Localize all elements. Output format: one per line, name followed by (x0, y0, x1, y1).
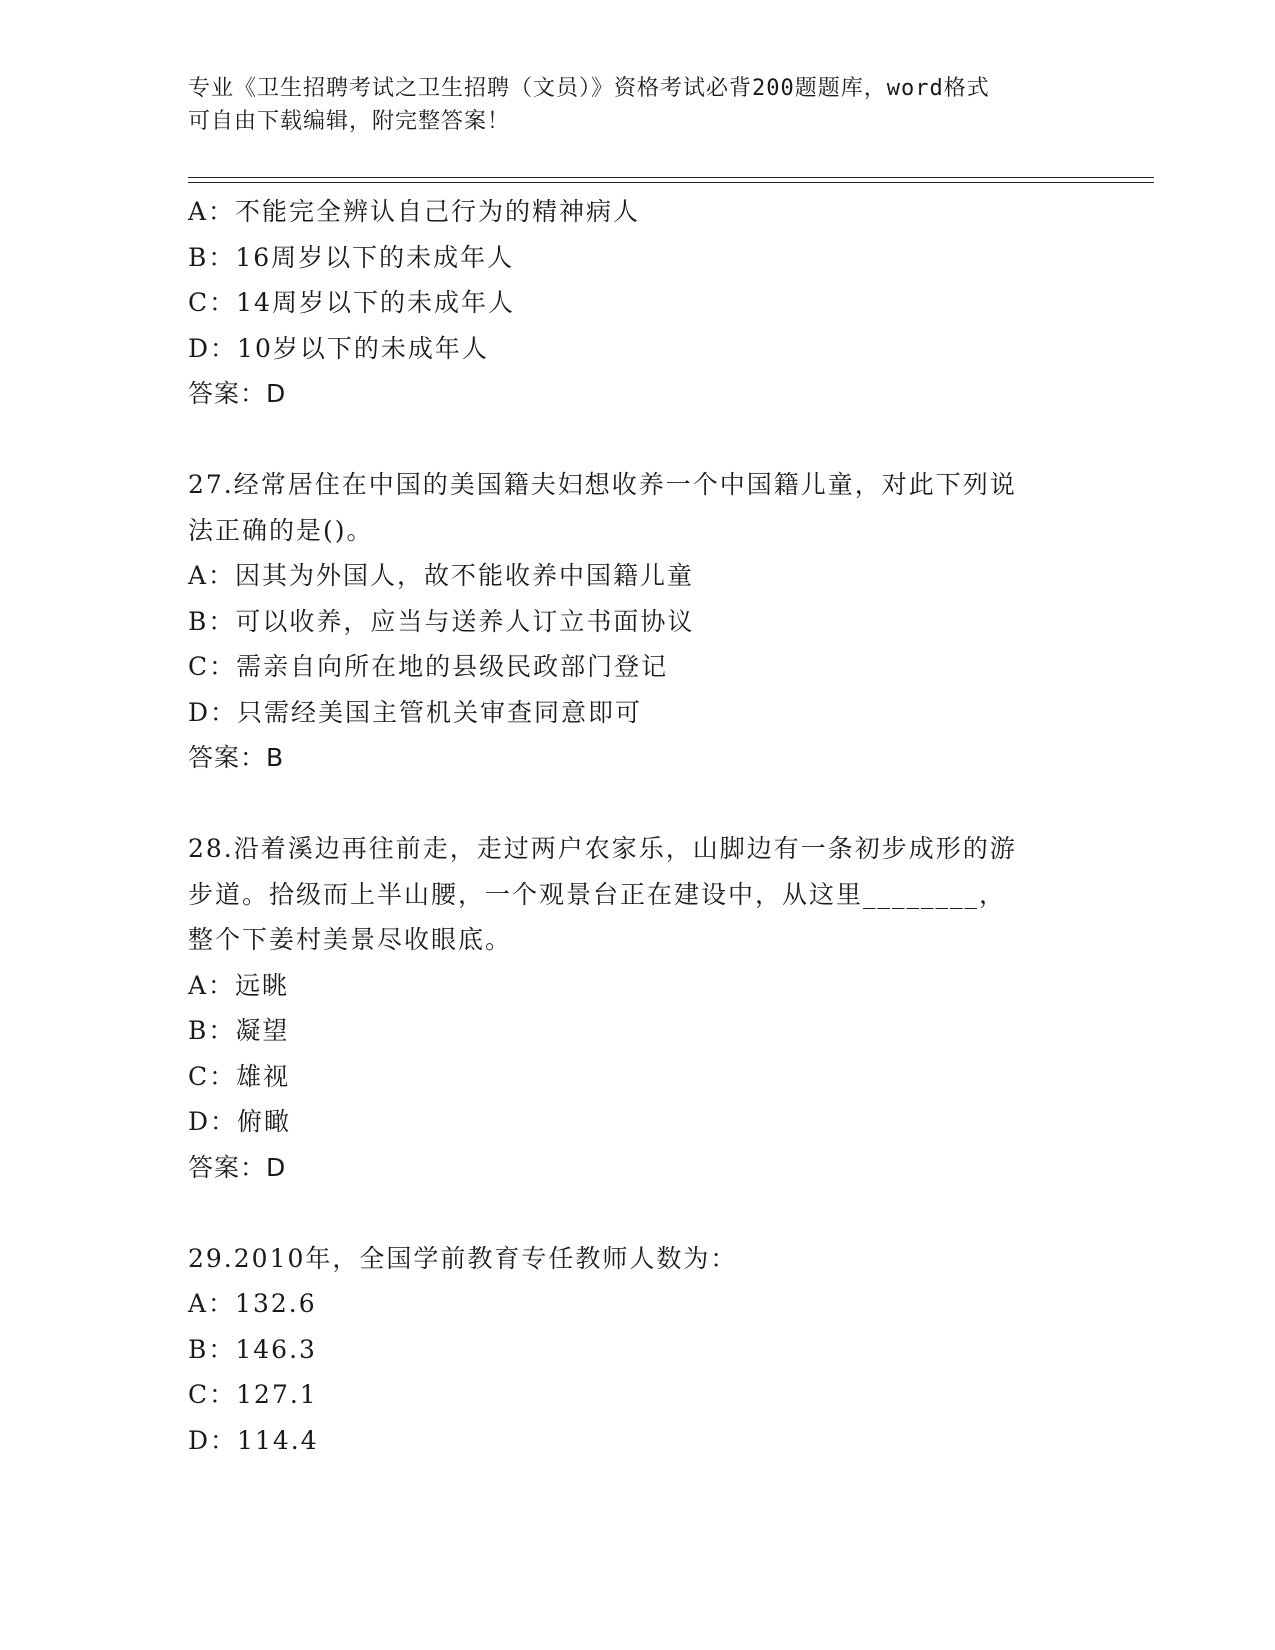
option-a: A：132.6 (188, 1289, 317, 1318)
option-a: A：因其为外国人，故不能收养中国籍儿童 (188, 561, 695, 590)
option-b: B：16周岁以下的未成年人 (188, 242, 515, 272)
option-b: B：凝望 (188, 1016, 290, 1045)
spacer (188, 1190, 1088, 1236)
page-header (188, 72, 1088, 138)
question-28-block (188, 826, 1088, 1190)
question-stem: 28.沿着溪边再往前走，走过两户农家乐，山脚边有一条初步成形的游 (188, 834, 1017, 863)
question-stem: 步道。拾级而上半山腰，一个观景台正在建设中，从这里________， (188, 879, 1007, 909)
option-b: B：146.3 (188, 1334, 317, 1364)
spacer (188, 781, 1088, 827)
question-stem: 29.2010年，全国学前教育专任教师人数为： (188, 1243, 738, 1273)
option-b: B：可以收养，应当与送养人订立书面协议 (188, 606, 695, 636)
header-line-2: 可自由下载编辑，附完整答案！ (188, 109, 511, 134)
header-divider-top (188, 177, 1154, 178)
document-body (188, 189, 1088, 1463)
option-c: C：14周岁以下的未成年人 (188, 288, 515, 317)
answer-line: 答案：B (188, 743, 285, 772)
question-stem: 整个下姜村美景尽收眼底。 (188, 925, 513, 954)
option-d: D：114.4 (188, 1425, 319, 1455)
option-d: D：俯瞰 (188, 1107, 292, 1136)
question-29-block (188, 1236, 1088, 1464)
option-a: A：远眺 (188, 970, 290, 1000)
answer-line: 答案：D (188, 379, 287, 408)
option-a: A：不能完全辨认自己行为的精神病人 (188, 197, 641, 226)
spacer (188, 417, 1088, 463)
header-line-1: 专业《卫生招聘考试之卫生招聘（文员）》资格考试必背200题题库，word格式 (188, 76, 990, 101)
header-divider-bottom (188, 182, 1154, 183)
option-d: D：10岁以下的未成年人 (188, 333, 489, 363)
question-stem: 法正确的是()。 (188, 515, 374, 545)
option-c: C：需亲自向所在地的县级民政部门登记 (188, 652, 669, 681)
option-c: C：雄视 (188, 1061, 291, 1091)
question-27-block (188, 462, 1088, 781)
option-c: C：127.1 (188, 1380, 318, 1409)
option-d: D：只需经美国主管机关审查同意即可 (188, 697, 643, 727)
question-26-block (188, 189, 1088, 417)
answer-line: 答案：D (188, 1152, 287, 1182)
question-stem: 27.经常居住在中国的美国籍夫妇想收养一个中国籍儿童，对此下列说 (188, 470, 1017, 499)
